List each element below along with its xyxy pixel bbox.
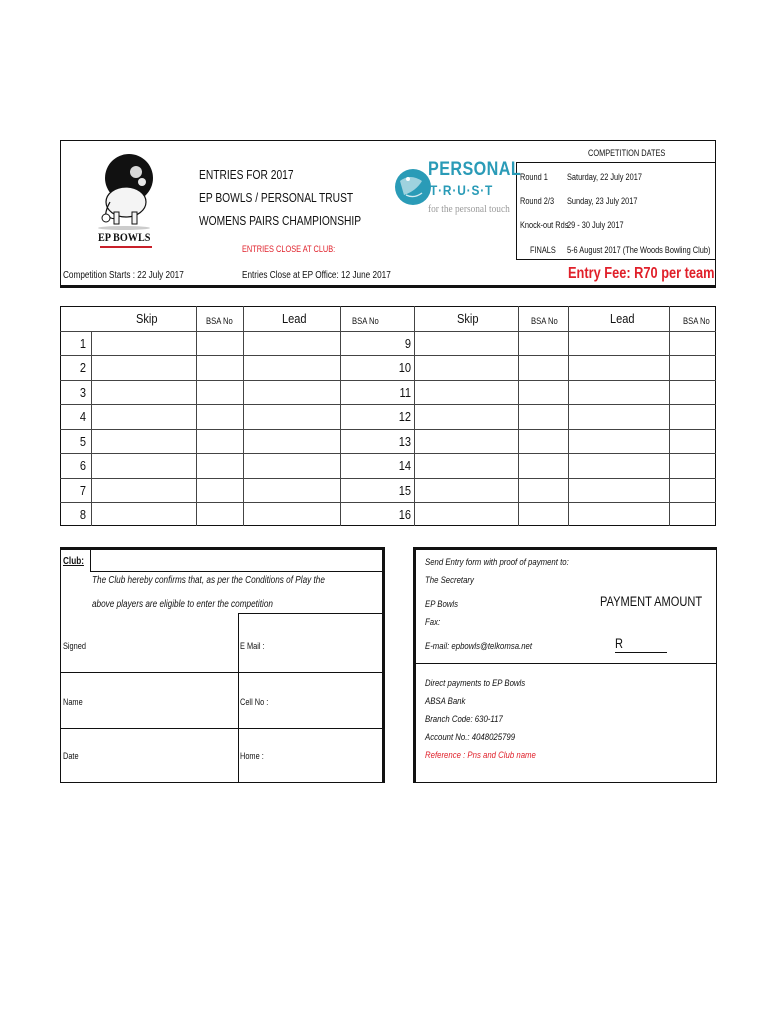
round-4-date: 5-6 August 2017 (The Woods Bowling Club): [567, 245, 711, 255]
round-4-label: FINALS: [530, 245, 556, 255]
account-number: Account No.: 4048025799: [425, 732, 516, 743]
row-number: 15: [398, 483, 411, 498]
pt-logo-line-2: T·R·U·S·T: [430, 182, 494, 198]
table-left-border: [60, 306, 61, 526]
header-skip-left: Skip: [136, 311, 158, 326]
payment-currency: R: [615, 636, 623, 651]
row-number: 1: [79, 336, 86, 351]
payment-email: E-mail: epbowls@telkomsa.net: [425, 641, 533, 652]
competition-dates-label: COMPETITION DATES: [588, 148, 666, 158]
col-line: [414, 306, 415, 526]
signed-top-rule: [238, 613, 382, 614]
confirm-line-2: above players are eligible to enter the competition: [92, 599, 273, 610]
direct-payments: Direct payments to EP Bowls: [425, 678, 526, 689]
date-divider: [238, 728, 239, 782]
row-number: 2: [79, 360, 86, 375]
header-lead-left: Lead: [282, 311, 307, 326]
row-number: 6: [79, 458, 86, 473]
name-label: Name: [63, 697, 83, 707]
cell-input[interactable]: [280, 678, 378, 724]
home-label: Home :: [240, 751, 264, 761]
dates-top-rule: [516, 162, 716, 163]
row-line: [60, 429, 716, 430]
entries-close-office: Entries Close at EP Office: 12 June 2017: [242, 270, 391, 281]
round-2-date: Sunday, 23 July 2017: [567, 196, 638, 206]
row-number: 7: [79, 483, 86, 498]
entry-fee: Entry Fee: R70 per team: [568, 265, 715, 282]
personal-trust-logo: [394, 159, 522, 221]
table-right-border: [715, 306, 716, 526]
pt-logo-line-3: for the personal touch: [428, 203, 510, 215]
col-line: [91, 331, 92, 526]
round-2-label: Round 2/3: [520, 196, 555, 206]
dates-bottom-rule: [516, 259, 716, 260]
payment-amount-input[interactable]: [625, 634, 667, 651]
header-bsa-left-1: BSA No: [206, 316, 233, 326]
ep-bowls-address: EP Bowls: [425, 599, 459, 610]
ep-bowls-logo-text: EP BOWLS: [98, 230, 151, 244]
header-bsa-right-1: BSA No: [531, 316, 558, 326]
entries-close-club: ENTRIES CLOSE AT CLUB:: [242, 244, 336, 254]
table-top-border: [60, 306, 716, 307]
title-line-2: EP BOWLS / PERSONAL TRUST: [199, 191, 354, 205]
pt-logo-line-1: PERSONAL: [428, 159, 522, 180]
row-line: [60, 380, 716, 381]
header-skip-right: Skip: [457, 311, 479, 326]
row-line: [60, 404, 716, 405]
row-number: 14: [398, 458, 411, 473]
row-line: [60, 478, 716, 479]
club-label: Club:: [63, 556, 84, 567]
round-3-date: 29 - 30 July 2017: [567, 220, 624, 230]
email-label: E Mail :: [240, 641, 265, 651]
send-to: Send Entry form with proof of payment to:: [425, 557, 569, 568]
row-line: [60, 331, 716, 332]
club-input-underline: [90, 571, 382, 572]
email-input[interactable]: [280, 620, 378, 668]
confirm-line-1: The Club hereby confirms that, as per the Conditions of Play the: [92, 575, 325, 586]
row-number: 9: [404, 336, 411, 351]
cell-label: Cell No :: [240, 697, 269, 707]
table-bottom-border: [60, 525, 716, 526]
row-line: [60, 453, 716, 454]
round-1-label: Round 1: [520, 172, 548, 182]
date-top-rule: [60, 728, 382, 729]
row-number: 12: [398, 409, 411, 424]
club-name-input[interactable]: [91, 550, 382, 571]
row-number: 16: [398, 507, 411, 522]
col-line: [196, 306, 197, 526]
competition-starts: Competition Starts : 22 July 2017: [63, 270, 184, 281]
row-number: 8: [79, 507, 86, 522]
name-top-rule: [60, 672, 382, 673]
col-line: [243, 306, 244, 526]
payment-amount-label: PAYMENT AMOUNT: [600, 594, 703, 609]
col-line: [340, 306, 341, 526]
round-3-label: Knock-out Rds: [520, 220, 569, 230]
payment-divider: [416, 663, 716, 664]
bank-name: ABSA Bank: [425, 696, 466, 707]
payment-reference: Reference : Pns and Club name: [425, 750, 536, 761]
row-number: 11: [399, 385, 411, 400]
row-number: 3: [79, 385, 86, 400]
row-number: 13: [398, 434, 411, 449]
title-line-1: ENTRIES FOR 2017: [199, 168, 294, 182]
header-lead-right: Lead: [610, 311, 635, 326]
col-line: [669, 306, 670, 526]
row-line: [60, 355, 716, 356]
signed-label: Signed: [63, 641, 86, 651]
col-line: [518, 306, 519, 526]
title-line-3: WOMENS PAIRS CHAMPIONSHIP: [199, 214, 362, 228]
row-number: 4: [79, 409, 86, 424]
row-line: [60, 502, 716, 503]
home-input[interactable]: [280, 733, 378, 778]
fax: Fax:: [425, 617, 441, 628]
branch-code: Branch Code: 630-117: [425, 714, 503, 725]
secretary: The Secretary: [425, 575, 474, 586]
header-divider: [60, 285, 716, 288]
row-number: 10: [398, 360, 411, 375]
name-input[interactable]: [100, 678, 230, 724]
signed-divider: [238, 613, 239, 672]
header-bsa-right-2: BSA No: [683, 316, 710, 326]
col-line: [568, 306, 569, 526]
round-1-date: Saturday, 22 July 2017: [567, 172, 642, 182]
name-divider: [238, 672, 239, 728]
date-label: Date: [63, 751, 79, 761]
header-bsa-left-2: BSA No: [352, 316, 379, 326]
payment-amount-underline: [615, 652, 667, 653]
signed-input[interactable]: [100, 620, 230, 668]
date-input[interactable]: [100, 733, 230, 778]
row-number: 5: [79, 434, 86, 449]
